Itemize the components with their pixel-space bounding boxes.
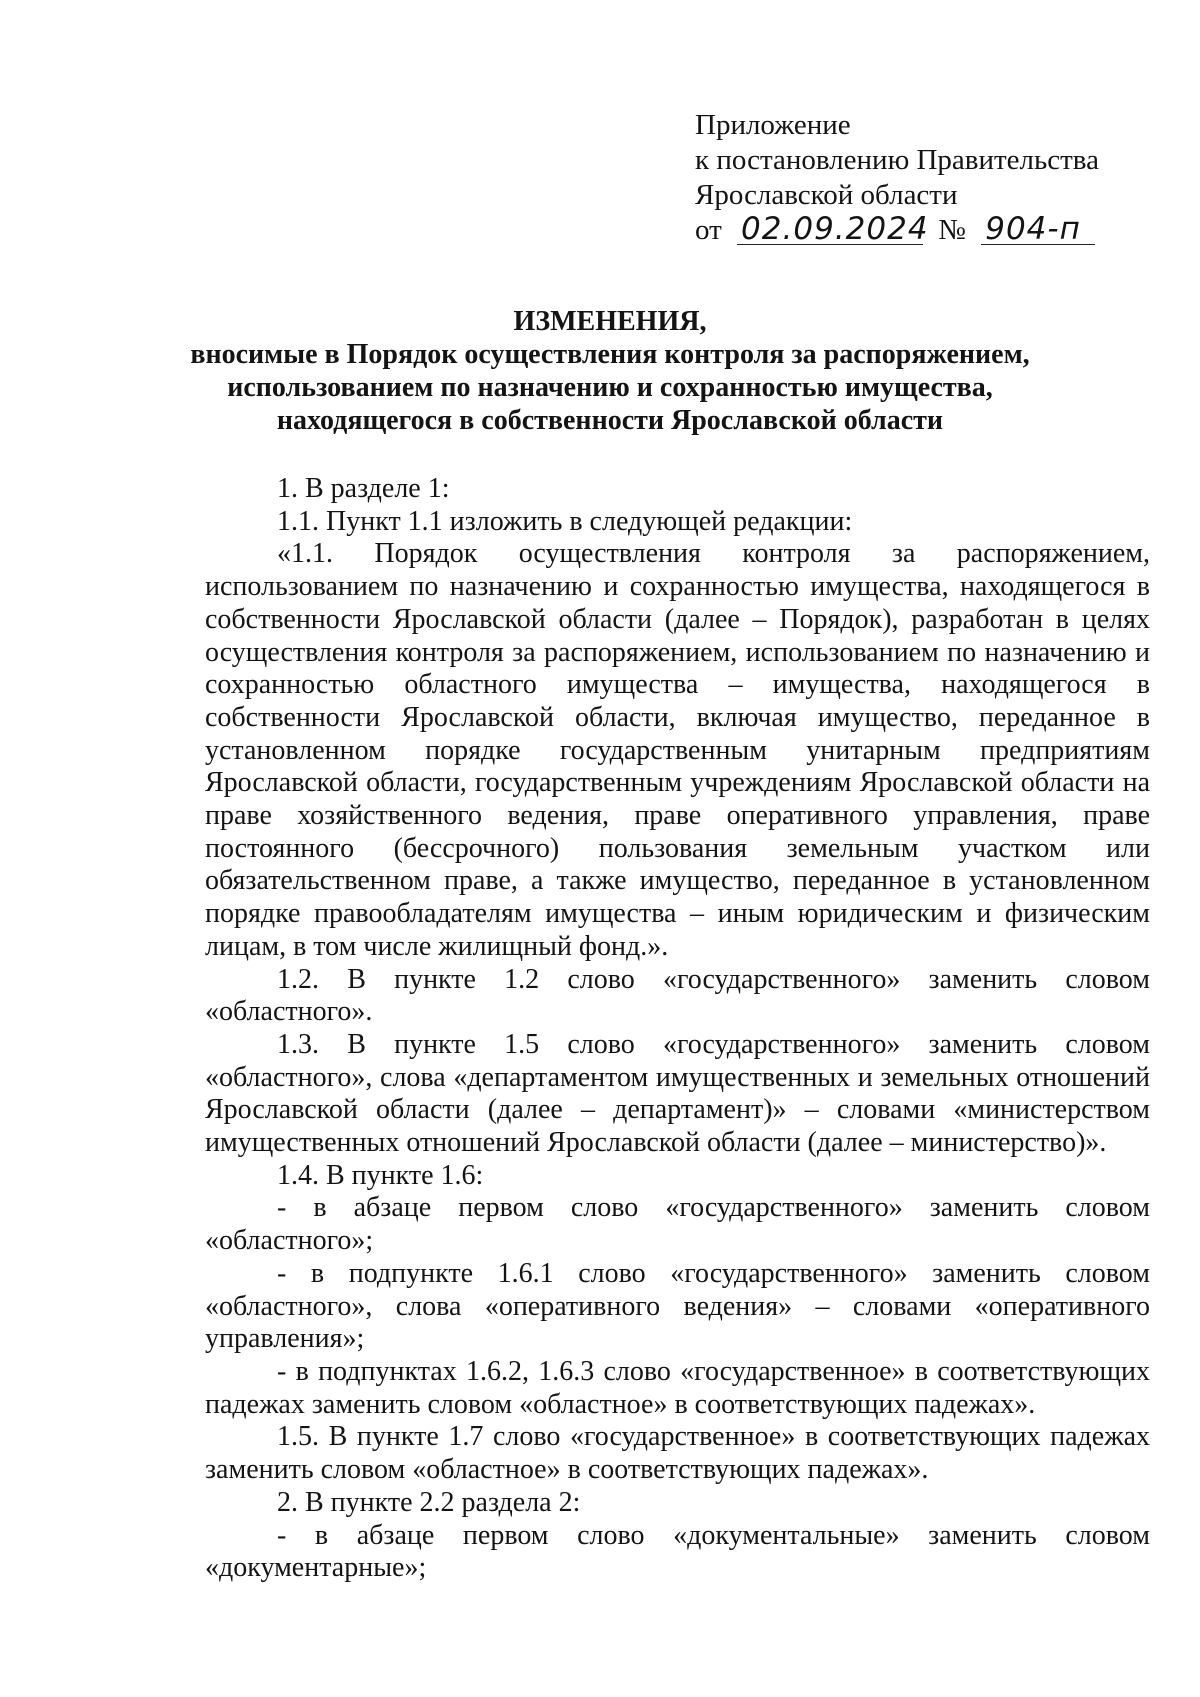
paragraph-1-4-item-1: - в абзаце первом слово «государственного» заменить словом «областного»; bbox=[205, 1192, 1150, 1257]
date-prefix: от bbox=[695, 214, 722, 246]
appendix-header bbox=[695, 108, 1115, 248]
title-subtitle-line-1: вносимые в Порядок осуществления контроля за распоряжением, bbox=[190, 339, 1030, 370]
paragraph-1-4: 1.4. В пункте 1.6: bbox=[277, 1159, 484, 1191]
paragraph-1-1-text: «1.1. Порядок осуществления контроля за распоряжением, использованием по назначению и сохранностью имущества, находящегося в собственности Ярославской области (далее – Порядок), разработан в целях осуществления контроля за распоряжением, использованием по назначению и сохранностью областного имущества – имущества, находящегося в собственности Ярославской области, включая имущество, переданное в установленном порядке государственным унитарным предприятиям Ярославской области, государственным учреждениям Ярославской области на праве хозяйственного ведения, праве оперативного управления, праве постоянного (бессрочного) пользования земельным участком или обязательственном праве, а также имущество, переданное в установленном порядке правообладателям имущества – иным юридическим и физическим лицам, в том числе жилищный фонд.». bbox=[205, 538, 1150, 962]
paragraph-1-2: 1.2. В пункте 1.2 слово «государственного» заменить словом «областного». bbox=[205, 963, 1150, 1028]
appendix-region-line: Ярославской области bbox=[695, 179, 958, 211]
appendix-resolution-line: к постановлению Правительства bbox=[695, 144, 1099, 176]
title-subtitle-line-2: использованием по назначению и сохранностью имущества, bbox=[227, 372, 993, 403]
paragraph-1-4-item-2: - в подпункте 1.6.1 слово «государственного» заменить словом «областного», слова «оперативного ведения» – словами «оперативного управления»; bbox=[205, 1257, 1150, 1355]
document-body bbox=[205, 473, 1150, 1585]
paragraph-2: 2. В пункте 2.2 раздела 2: bbox=[277, 1486, 581, 1518]
number-sign: № bbox=[938, 214, 966, 246]
title-subtitle-line-3: находящегося в собственности Ярославской области bbox=[276, 405, 944, 436]
paragraph-1-4-item-3: - в подпунктах 1.6.2, 1.6.3 слово «государственное» в соответствующих падежах заменить словом «областное» в соответствующих падежах». bbox=[205, 1355, 1150, 1420]
paragraph-1: 1. В разделе 1: bbox=[277, 473, 450, 504]
paragraph-2-item-1: - в абзаце первом слово «документальные» заменить словом «документарные»; bbox=[205, 1519, 1150, 1584]
paragraph-1-5: 1.5. В пункте 1.7 слово «государственное» в соответствующих падежах заменить словом «областное» в соответствующих падежах». bbox=[205, 1421, 1150, 1486]
handwritten-date: 02.09.2024 bbox=[737, 214, 923, 245]
paragraph-1-3: 1.3. В пункте 1.5 слово «государственного» заменить словом «областного», слова «департаментом имущественных и земельных отношений Ярославской области (далее – департамент)» – словами «министерством имущественных отношений Ярославской области (далее – министерство)». bbox=[205, 1028, 1150, 1159]
paragraph-1-1: 1.1. Пункт 1.1 изложить в следующей редакции: bbox=[277, 505, 853, 537]
title-main: ИЗМЕНЕНИЯ, bbox=[513, 306, 707, 337]
appendix-label: Приложение bbox=[695, 109, 851, 141]
appendix-date-number-line bbox=[695, 213, 1115, 248]
handwritten-number: 904-п bbox=[981, 214, 1095, 245]
document-title bbox=[140, 305, 1080, 437]
